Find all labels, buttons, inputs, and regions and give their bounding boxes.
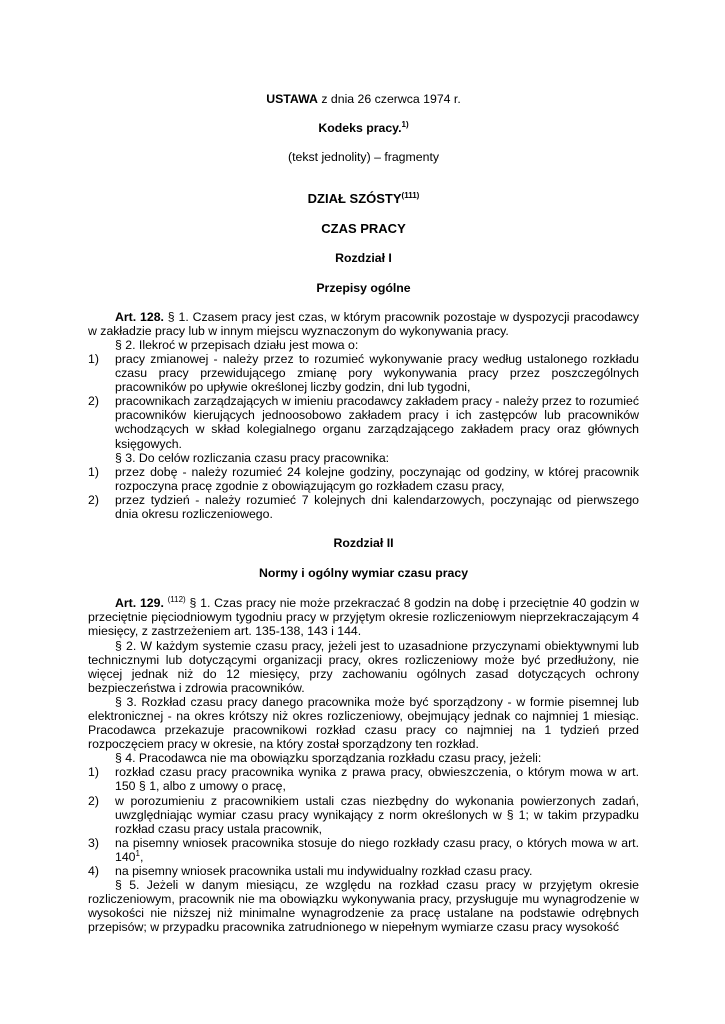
list-item-text: w porozumieniu z pracownikiem ustali czas niezbędny do wykonania powierzonych zadań, uwzględniając wymiar czasu pracy wynikający z norm określonych w § 1; w takim przypadku rozkład czasu pracy ustala pracownik,	[115, 793, 639, 836]
code-title-footnote: 1)	[401, 120, 409, 130]
division-footnote: (111)	[401, 191, 420, 201]
list-item	[88, 465, 639, 493]
list-item-number: 2)	[88, 793, 99, 808]
list-item-number: 1)	[88, 351, 99, 366]
list-item-text: rozkład czasu pracy pracownika wynika z prawa pracy, obwieszczenia, o którym mowa w art. 150 § 1, albo z umowy o pracę,	[115, 765, 639, 794]
art129-par1	[88, 596, 639, 638]
art129-label: Art. 129.	[115, 596, 164, 611]
list-item-text: przez dobę - należy rozumieć 24 kolejne godziny, poczynając od godziny, w której pracownik rozpoczyna pracę zgodnie z obowiązującym go rozkładem czasu pracy,	[115, 464, 639, 493]
art128-par1-text: § 1. Czasem pracy jest czas, w którym pracownik pozostaje w dyspozycji pracodawcy w zakładzie pracy lub w innym miejscu wyznaczonym do wykonywania pracy.	[88, 309, 639, 338]
art128-par1	[88, 310, 639, 338]
list-item-text-tail: ,	[139, 849, 144, 864]
code-title-text: Kodeks pracy.	[318, 121, 402, 136]
division-title	[88, 192, 639, 206]
art128-label: Art. 128.	[115, 309, 164, 324]
list-item-number: 2)	[88, 492, 99, 507]
document-page	[88, 92, 639, 935]
art128-par2: § 2. Ilekroć w przepisach działu jest mowa o:	[115, 337, 359, 352]
list-item-number: 2)	[88, 394, 99, 409]
list-item-text	[115, 836, 639, 864]
chapter2-title: Normy i ogólny wymiar czasu pracy	[258, 566, 469, 581]
list-item	[88, 352, 639, 394]
list-item-text: pracownikach zarządzających w imieniu pracodawcy zakładem pracy - należy przez to rozumieć pracowników kierujących jednoosobowo zakładem pracy i ich zastępców lub pracowników wchodzących w skład kolegialnego organu zarządzającego zakładem pracy oraz głównych księgowych.	[115, 394, 639, 451]
code-title	[88, 121, 639, 135]
list-item	[88, 794, 639, 836]
division-title-text: DZIAŁ SZÓSTY	[307, 191, 402, 207]
chapter1-title: Przepisy ogólne	[316, 280, 411, 295]
list-item	[88, 493, 639, 521]
art128-par3: § 3. Do celów rozliczania czasu pracy pracownika:	[115, 450, 390, 465]
division-subject: CZAS PRACY	[321, 221, 406, 237]
art129-par5: § 5. Jeżeli w danym miesiącu, ze względu na rozkład czasu pracy w przyjętym okresie rozliczeniowym, pracownik nie ma obowiązku wykonywania pracy, przysługuje mu wynagrodzenie w wysokości nie niższej niż minimalne wynagrodzenie za pracę ustalane na podstawie odrębnych przepisów; w przypadku pracownika zatrudnionego w niepełnym wymiarze czasu pracy wysokość	[88, 878, 639, 935]
act-type: USTAWA	[266, 92, 318, 106]
list-item-superscript: 1	[135, 848, 140, 858]
list-item-text: pracy zmianowej - należy przez to rozumieć wykonywanie pracy według ustalonego rozkładu czasu pracy przewidującego zmianę pory wykonywania pracy przez poszczególnych pracowników po upływie określonej liczby godzin, dni lub tygodni,	[115, 351, 639, 395]
chapter2-number: Rozdział II	[333, 536, 394, 551]
list-item	[88, 864, 639, 878]
chapter1-number: Rozdział I	[335, 251, 392, 266]
list-item	[88, 394, 639, 450]
list-item	[88, 836, 639, 864]
art129-par4: § 4. Pracodawca nie ma obowiązku sporządzania rozkładu czasu pracy, jeżeli:	[115, 751, 542, 766]
list-item-number: 1)	[88, 765, 99, 780]
act-header	[88, 92, 639, 106]
list-item-text-main: na pisemny wniosek pracownika stosuje do niego rozkłady czasu pracy, o których mowa w art. 140	[115, 835, 639, 864]
list-item-text: na pisemny wniosek pracownika ustali mu indywidualny rozkład czasu pracy.	[115, 864, 533, 879]
list-item-text: przez tydzień - należy rozumieć 7 kolejnych dni kalendarzowych, poczynając od pierwszego dnia okresu rozliczeniowego.	[115, 492, 639, 521]
text-type: (tekst jednolity) – fragmenty	[287, 150, 440, 165]
art129-par3: § 3. Rozkład czasu pracy danego pracownika może być sporządzony - w formie pisemnej lub elektronicznej - na okres krótszy niż okres rozliczeniowy, obejmujący jednak co najmniej 1 miesiąc. Pracodawca przekazuje pracownikowi rozkład czasu pracy co najmniej na 1 tydzień przed rozpoczęciem pracy w okresie, na który został sporządzony ten rozkład.	[88, 694, 639, 752]
list-item-number: 4)	[88, 864, 99, 879]
art129-par1-text: § 1. Czas pracy nie może przekraczać 8 godzin na dobę i przeciętnie 40 godzin w przeciętnie pięciodniowym tygodniu pracy w przyjętym okresie rozliczeniowym nieprzekraczającym 4 miesięcy, z zastrzeżeniem art. 135-138, 143 i 144.	[88, 596, 639, 639]
list-item	[88, 765, 639, 793]
list-item-number: 1)	[88, 464, 99, 479]
act-date: z dnia 26 czerwca 1974 r.	[317, 92, 461, 106]
list-item-number: 3)	[88, 835, 99, 850]
art129-par2: § 2. W każdym systemie czasu pracy, jeżeli jest to uzasadnione przyczynami obiektywnymi lub technicznymi lub dotyczącymi organizacji pracy, okres rozliczeniowy może być przedłużony, nie więcej jednak niż do 12 miesięcy, przy zachowaniu ogólnych zasad dotyczących ochrony bezpieczeństwa i zdrowia pracowników.	[88, 638, 639, 695]
art129-footnote: (112)	[167, 595, 186, 605]
